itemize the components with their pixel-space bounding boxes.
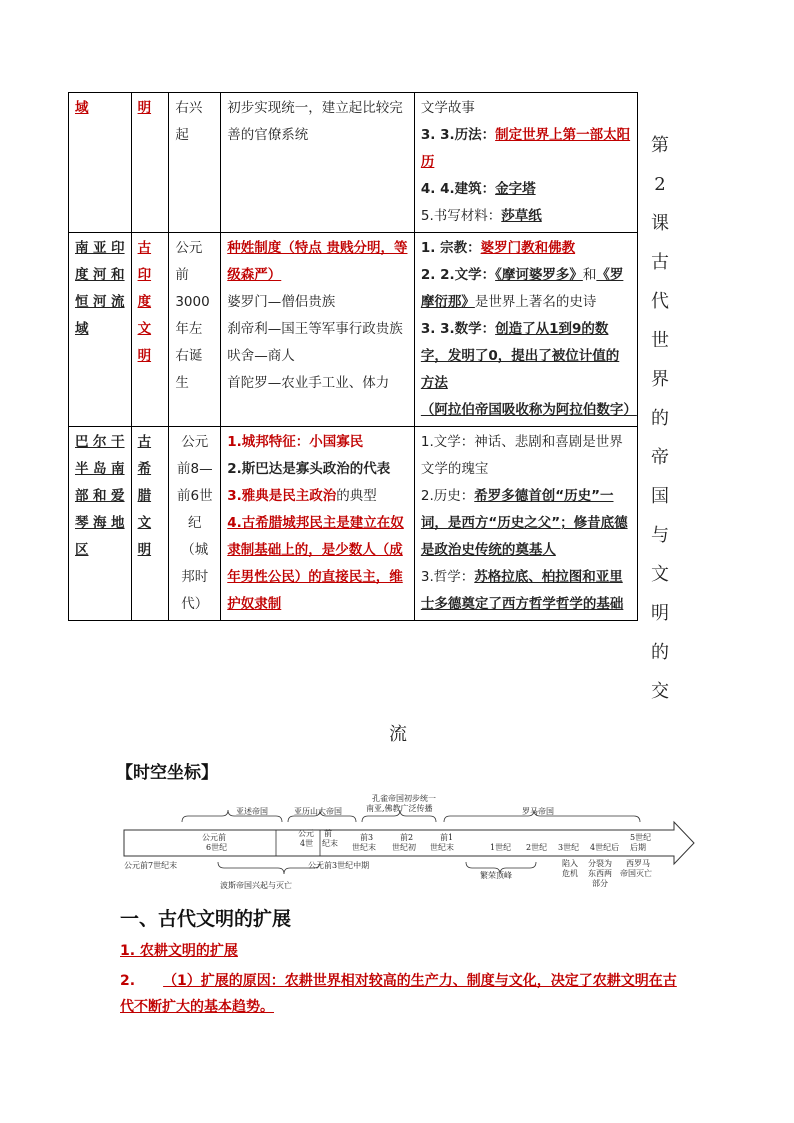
tick-label: 公元前 [202,833,226,842]
culture-line: 3. 3.历法：制定世界上第一部太阳历 [420,127,631,170]
list-item: 1. 农耕文明的扩展 [120,943,238,959]
tick-label: 公元 [298,829,314,838]
tick-label: 前2 [400,833,414,842]
section-heading: 一、古代文明的扩展 [120,908,292,930]
tick-label: 1世纪 [490,843,512,852]
timeline-diagram [118,792,698,900]
label-persia: 波斯帝国兴起与灭亡 [220,881,292,890]
tick-label: 后期 [630,843,646,852]
label-west-rome: 帝国灭亡 [620,869,652,878]
section-label-timeline: 【时空坐标】 [116,763,218,783]
culture-line: 文学故事 [420,100,475,116]
label-maurya-1: 孔雀帝国初步统一 [372,794,436,803]
culture-cell [414,93,637,233]
culture-cell: 1.文学：神话、悲剧和喜剧是世界文学的瑰宝 2.历史：希罗多德首创“历史”一词，是西方“历史之父”；修昔底德是政治史传统的奠基人 3.哲学：苏格拉底、柏拉图和亚里士多德奠定了西方哲学哲学的基础 [414,427,637,621]
region-cell: 南亚印度河和恒河流域 [69,233,132,427]
table-row-greece [69,427,638,621]
time-cell: 右兴起 [169,93,221,233]
region-cell: 巴尔干半岛南部和爱琴海地区 [69,427,132,621]
label-split: 分裂为 [588,859,612,868]
label-maurya-2: 南亚,佛教广泛传播 [366,804,433,813]
label-rome: 罗马帝国 [522,807,554,816]
table-row-egypt [69,93,638,233]
lesson-title-tail: 流 [389,724,407,745]
tick-label: 前1 [440,833,454,842]
civilization-cell: 古印度文明 [131,233,169,427]
tick-label: 4世 [300,839,314,848]
table-row-india [69,233,638,427]
brace-persia [218,862,320,874]
tick-label: 世纪末 [352,843,376,852]
label-split: 部分 [592,879,608,888]
list-item: 2. （1）扩展的原因：农耕世界相对较高的生产力、制度与文化，决定了农耕文明在古代不断扩大的基本趋势。 [120,973,677,1015]
label-crisis: 陷入 [562,859,578,868]
time-cell: 公元前8—前6世纪（城邦时代） [169,427,221,621]
politics-cell: 种姓制度（特点 贵贱分明，等级森严） 婆罗门—僧侣贵族 刹帝利—国王等军事行政贵族 吠舍—商人 首陀罗—农业手工业、体力 [221,233,415,427]
vertical-lesson-title: 第 2 课 古 代 世 界 的 帝 国 与 文 明 的 交 [651,135,669,702]
label-split: 东西两 [588,869,612,878]
tick-label: 4世纪后 [590,843,620,852]
tick-label: 世纪初 [392,843,416,852]
tick-label: 前3 [360,833,374,842]
culture-cell: 1. 宗教：婆罗门教和佛教 2. 2.文学：《摩诃婆罗多》和《罗摩衍那》是世界上著名的史诗 3. 3.数学：创造了从1到9的数字，发明了0，提出了被位计值的方法 （阿拉伯帝国吸收称为阿拉伯数字） [414,233,637,427]
civilization-table [68,92,638,621]
tick-label: 前 [324,829,332,838]
tick-label: 纪末 [322,839,338,848]
culture-line: 4. 4.建筑：金字塔 [420,181,536,197]
label-west-rome: 西罗马 [626,859,650,868]
time-cell: 公元前3000年左右诞生 [169,233,221,427]
label-3rd-century-mid: 公元前3世纪中期 [308,861,370,870]
label-alexander: 亚历山大帝国 [294,807,342,816]
label-7th-century: 公元前7世纪末 [124,861,178,870]
tick-label: 5世纪 [630,833,652,842]
region-cell: 域 [69,93,132,233]
politics-cell: 1.城邦特征：小国寡民 2.斯巴达是寡头政治的代表 3.雅典是民主政治的典型 4.古希腊城邦民主是建立在奴隶制基础上的，是少数人（成年男性公民）的直接民主，维护奴隶制 [221,427,415,621]
label-prosper: 繁荣顶峰 [480,871,512,880]
tick-label: 3世纪 [558,843,580,852]
label-assyria: 亚述帝国 [236,807,268,816]
civilization-cell: 明 [131,93,169,233]
culture-line: 5.书写材料：莎草纸 [420,208,542,224]
tick-label: 6世纪 [206,843,228,852]
tick-label: 世纪末 [430,843,454,852]
politics-cell: 初步实现统一，建立起比较完善的官僚系统 [221,93,415,233]
civilization-cell: 古希腊文明 [131,427,169,621]
tick-label: 2世纪 [526,843,548,852]
label-crisis: 危机 [562,869,578,878]
